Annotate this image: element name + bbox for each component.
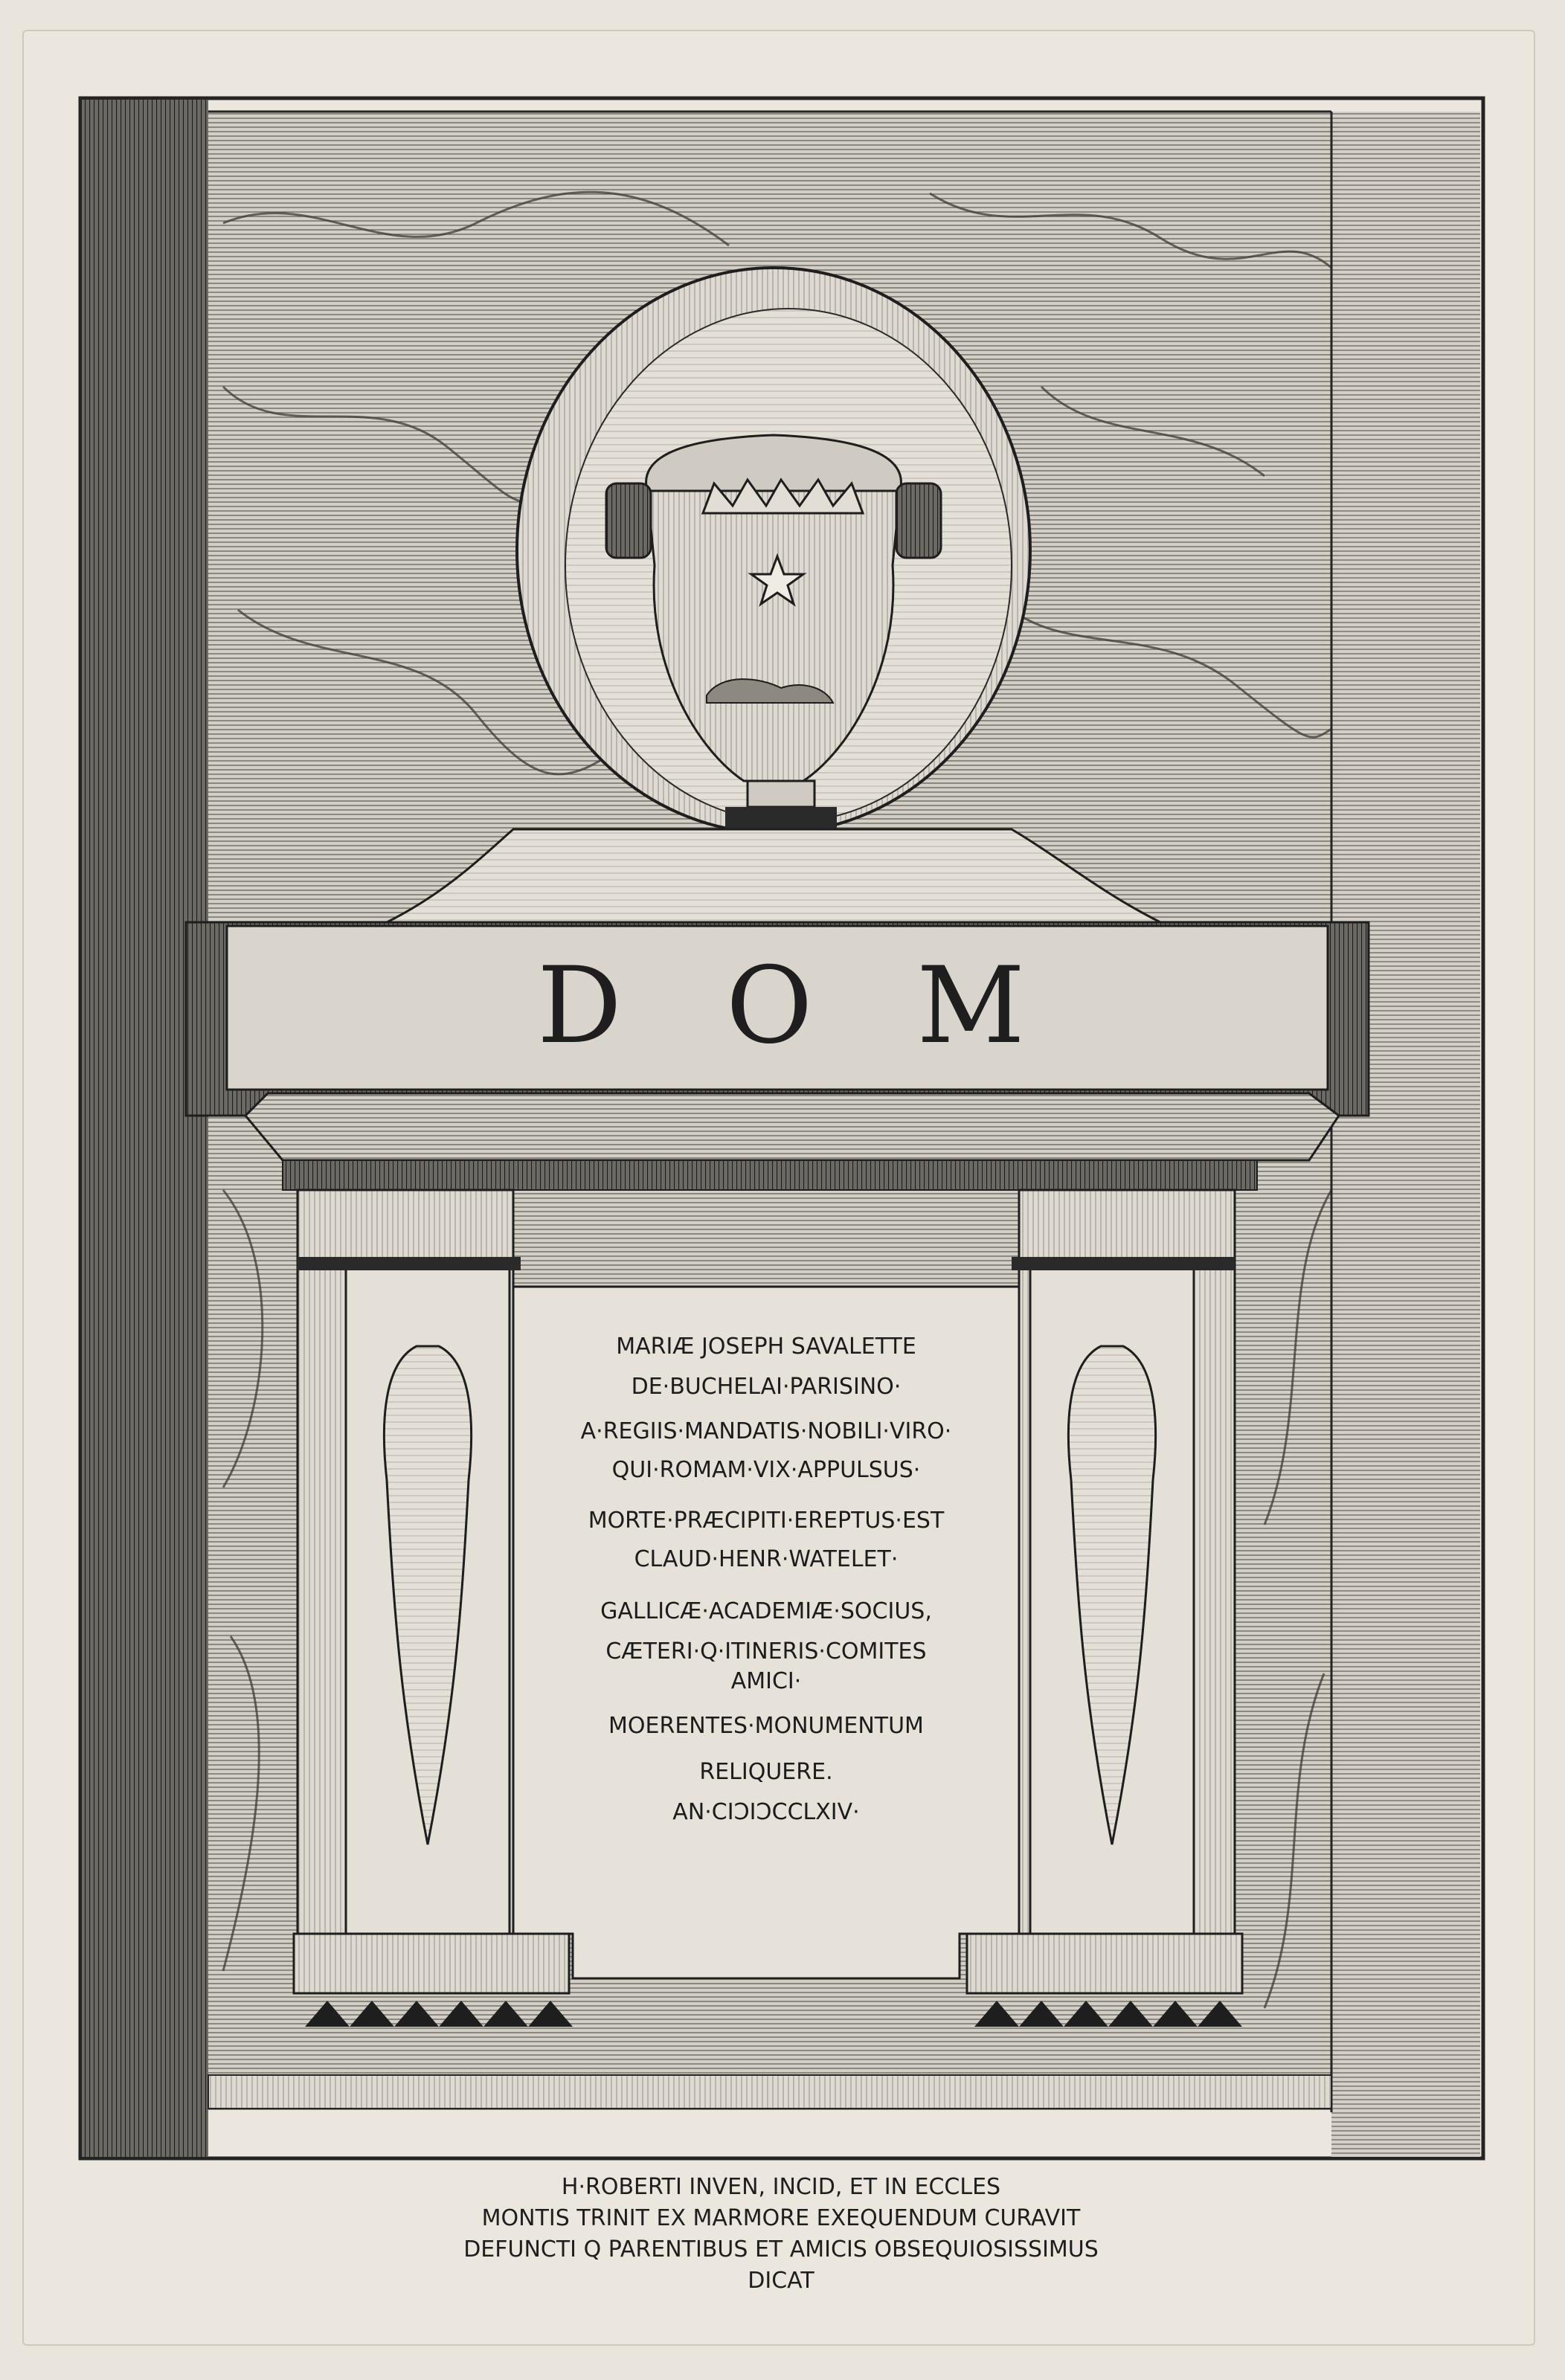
inscription-line: A·REGIIS·MANDATIS·NOBILI·VIRO· [580,1418,952,1444]
inscription-line: GALLICÆ·ACADEMIÆ·SOCIUS, [600,1598,932,1624]
dom-heading [223,939,1339,1072]
inscription-line: AN·CIƆIƆCCLXIV· [672,1799,860,1825]
inscription-line: RELIQUERE. [699,1759,833,1785]
caption-line: DEFUNCTI Q PARENTIBUS ET AMICIS OBSEQUIOSISSIMUS [463,2236,1099,2262]
dom-letter: M [916,944,1025,1067]
caption-line: MONTIS TRINIT EX MARMORE EXEQUENDUM CURAVIT [481,2205,1081,2231]
inscription-line: MARIÆ JOSEPH SAVALETTE [616,1334,916,1360]
inscription-line: QUI·ROMAM·VIX·APPULSUS· [611,1457,921,1483]
right-pilaster [1331,112,1480,2157]
caption-line: H·ROBERTI INVEN, INCID, ET IN ECCLES [561,2174,1001,2200]
engraver-caption [223,2172,1339,2297]
inscription-line: DE·BUCHELAI·PARISINO· [631,1374,902,1400]
inscription-line: MOERENTES·MONUMENTUM [608,1713,924,1739]
inscription-line: AMICI· [730,1668,802,1694]
epitaph-inscription [528,1315,1004,1880]
inscription-line: MORTE·PRÆCIPITI·EREPTUS·EST [588,1508,945,1534]
cornice [245,1093,1339,1160]
inscription-line: CÆTERI·Q·ITINERIS·COMITES [605,1638,927,1665]
inscription-line: CLAUD·HENR·WATELET· [634,1546,899,1572]
caption-line: DICAT [748,2268,814,2294]
left-dark-pilaster [82,100,208,2157]
dom-letter: D [537,944,623,1067]
dom-letter: O [726,944,813,1067]
